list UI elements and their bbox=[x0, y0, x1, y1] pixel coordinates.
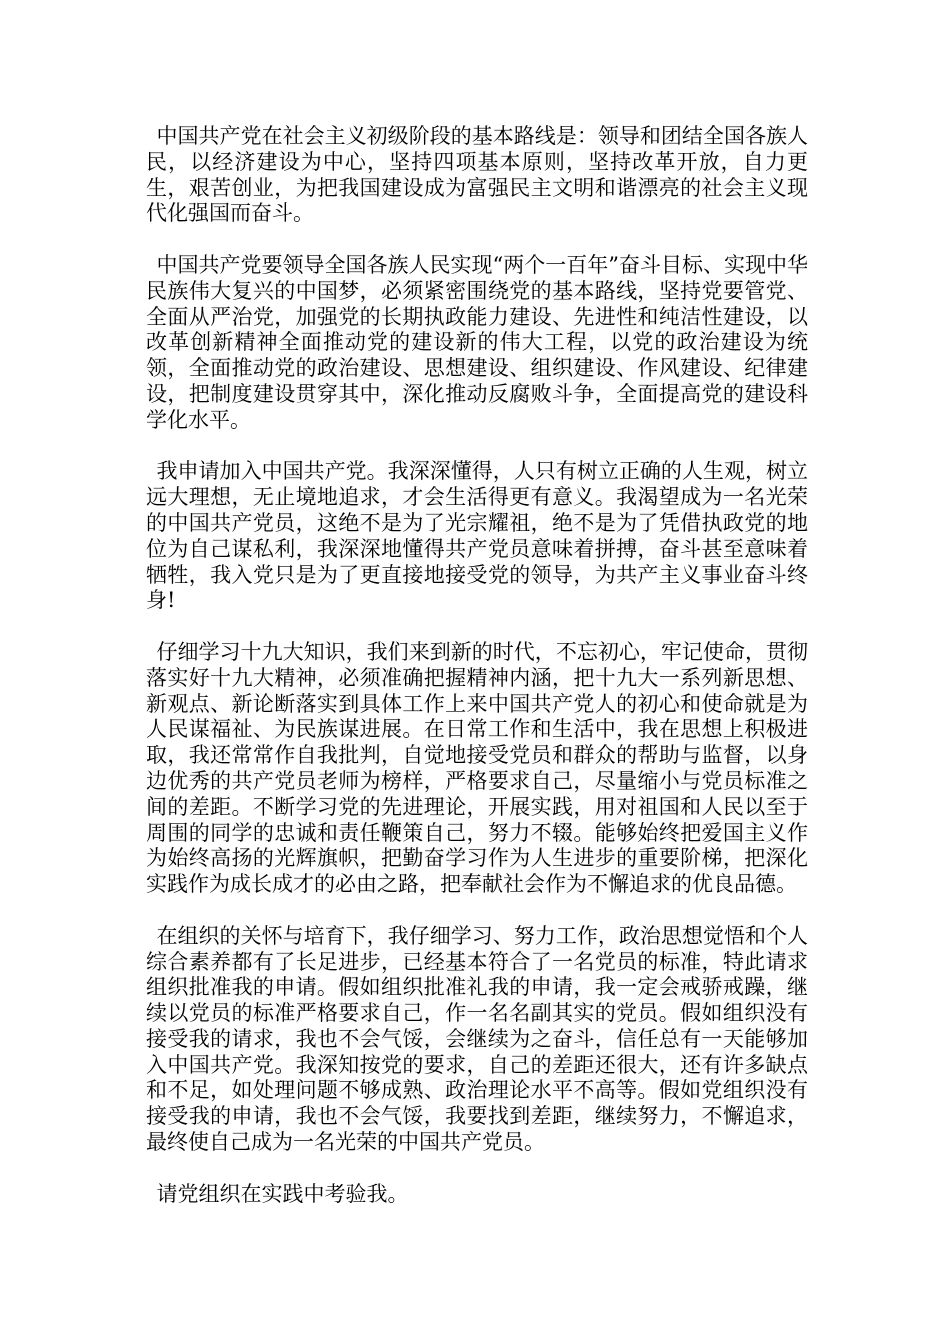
paragraph-party-building: 中国共产党要领导全国各族人民实现“两个一百年”奋斗目标、实现中华民族伟大复兴的中国梦，必须紧密围绕党的基本路线，坚持党要管党、全面从严治党，加强党的长期执政能力建设、先进性和纯洁性建设，以改革创新精神全面推动党的建设新的伟大工程，以党的政治建设为统领，全面推动党的政治建设、思想建设、组织建设、作风建设、纪律建设，把制度建设贯穿其中，深化推动反腐败斗争，全面提高党的建设科学化水平。 bbox=[146, 252, 808, 432]
paragraph-study-practice: 仔细学习十九大知识，我们来到新的时代，不忘初心，牢记使命，贯彻落实好十九大精神，必须准确把握精神内涵，把十九大一系列新思想、新观点、新论断落实到具体工作上来中国共产党人的初心和使命就是为人民谋福祉、为民族谋进展。在日常工作和生活中，我在思想上积极进取，我还常常作自我批判，自觉地接受党员和群众的帮助与监督，以身边优秀的共产党员老师为榜样，严格要求自己，尽量缩小与党员标准之间的差距。不断学习党的先进理论，开展实践，用对祖国和人民以至于周围的同学的忠诚和责任鞭策自己，努力不辍。能够始终把爱国主义作为始终高扬的光辉旗帜，把勤奋学习作为人生进步的重要阶梯，把深化实践作为成长成才的必由之路，把奉献社会作为不懈追求的优良品德。 bbox=[146, 639, 808, 897]
paragraph-basic-line: 中国共产党在社会主义初级阶段的基本路线是：领导和团结全国各族人民，以经济建设为中心，坚持四项基本原则，坚持改革开放，自力更生，艰苦创业，为把我国建设成为富强民主文明和谐漂亮的社会主义现代化强国而奋斗。 bbox=[146, 124, 808, 226]
paragraph-organization-care: 在组织的关怀与培育下，我仔细学习、努力工作，政治思想觉悟和个人综合素养都有了长足进步，已经基本符合了一名党员的标准，特此请求组织批准我的申请。假如组织批准礼我的申请，我一定会戒骄戒躁，继续以党员的标准严格要求自己，作一名名副其实的党员。假如组织没有接受我的请求，我也不会气馁，会继续为之奋斗，信任总有一天能够加入中国共产党。我深知按党的要求，自己的差距还很大，还有许多缺点和不足，如处理问题不够成熟、政治理论水平不高等。假如党组织没有接受我的申请，我也不会气馁，我要找到差距，继续努力，不懈追求，最终使自己成为一名光荣的中国共产党员。 bbox=[146, 923, 808, 1155]
paragraph-closing: 请党组织在实践中考验我。 bbox=[156, 1181, 409, 1206]
document-body bbox=[146, 124, 808, 1233]
paragraph-application: 我申请加入中国共产党。我深深懂得，人只有树立正确的人生观，树立远大理想，无止境地追求，才会生活得更有意义。我渴望成为一名光荣的中国共产党员，这绝不是为了光宗耀祖，绝不是为了凭借执政党的地位为自己谋私利，我深深地懂得共产党员意味着拼搏，奋斗甚至意味着牺牲，我入党只是为了更直接地接受党的领导，为共产主义事业奋斗终身! bbox=[146, 459, 808, 613]
